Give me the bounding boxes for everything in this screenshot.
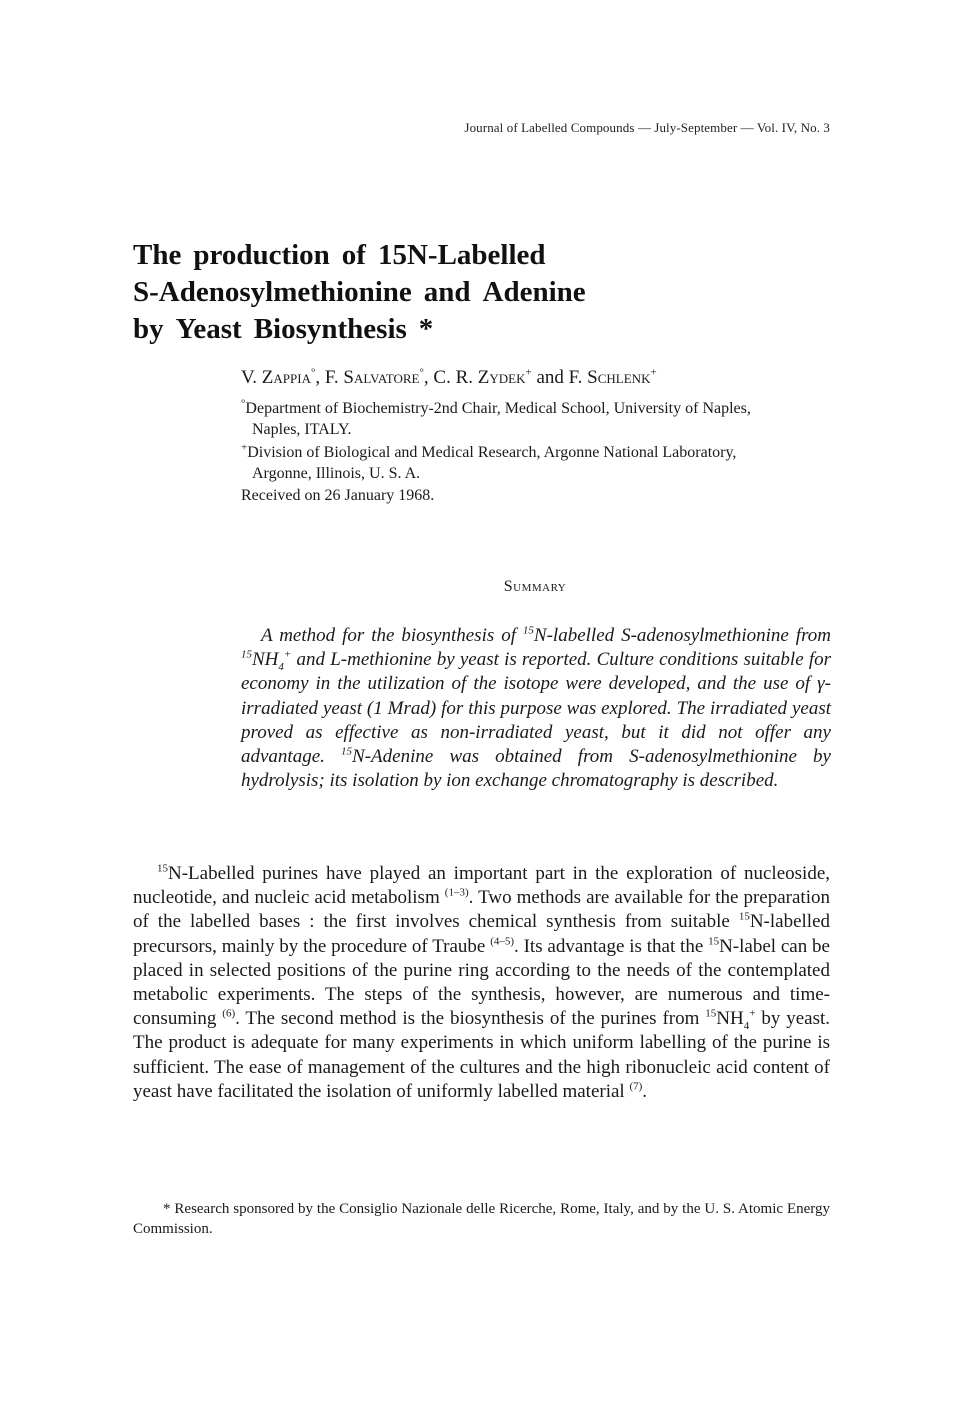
title-word: Adenine xyxy=(482,276,586,308)
isotope-superscript: 15 xyxy=(522,624,534,637)
title-word: 15N-Labelled xyxy=(377,239,546,271)
body-segment: N-Labelled purines have played an important part in the exploration of nucleoside, nucleotide, and nucleic acid metabolism xyxy=(133,863,830,909)
subscript: 4 xyxy=(278,661,284,673)
body-segment: . xyxy=(642,1080,648,1102)
body-segment: . The second method is the biosynthesis of the purines from xyxy=(235,1008,706,1030)
author-name: Zappia xyxy=(261,367,311,388)
title-line-1 xyxy=(133,237,773,274)
title-asterisk: * xyxy=(418,313,434,345)
body-segment: N-label can be placed in selected positions of the purine ring according to the needs of the contemplated metabolic experiments. The steps of the synthesis, however, are numerous and time-consuming xyxy=(133,935,830,1030)
author-initial: F. xyxy=(568,367,583,388)
title-line-3 xyxy=(133,311,773,348)
paper-title xyxy=(133,237,773,348)
abstract-segment: NH xyxy=(252,649,279,671)
author-initial: C. R. xyxy=(433,367,473,388)
isotope-superscript: 15 xyxy=(341,745,353,758)
title-word: S-Adenosylmethionine xyxy=(133,276,412,308)
author-conjunction: and xyxy=(536,367,564,388)
summary-heading: Summary xyxy=(503,578,567,595)
author-initial: V. xyxy=(241,367,258,388)
affiliation-mark: ° xyxy=(241,397,246,410)
affiliation-mark: + xyxy=(241,441,248,454)
charge-superscript: + xyxy=(283,648,292,661)
affiliation-line: Argonne, Illinois, U. S. A. xyxy=(252,465,421,482)
title-word: Biosynthesis xyxy=(253,313,407,345)
body-paragraph xyxy=(133,862,830,1104)
author-initial: F. xyxy=(324,367,339,388)
running-head: Journal of Labelled Compounds — July-September — Vol. IV, No. 3 xyxy=(464,120,830,135)
footnote: * Research sponsored by the Consiglio Nazionale delle Ricerche, Rome, Italy, and by the U. S. Atomic Energy Commission. xyxy=(133,1201,830,1237)
citation: (4–5) xyxy=(490,935,515,948)
body-segment: NH xyxy=(716,1008,744,1030)
title-word: production xyxy=(193,239,330,271)
abstract-segment: N-Adenine was obtained from S-adenosylmethionine by hydrolysis; its isolation by ion exchange chromatography is described. xyxy=(241,746,831,792)
abstract-segment: N-labelled S-adenosylmethionine from xyxy=(533,625,831,646)
citation: (1–3) xyxy=(444,886,469,899)
body-segment: . Two methods are available for the preparation of the labelled bases : the first involves chemical synthesis from suitable xyxy=(133,887,830,933)
affiliation-mark: + xyxy=(525,366,532,379)
abstract-text xyxy=(241,624,831,793)
affiliation-line: Department of Biochemistry-2nd Chair, Medical School, University of Naples, xyxy=(245,400,751,417)
title-word: Yeast xyxy=(175,313,242,345)
title-word: The xyxy=(133,239,182,271)
citation: (7) xyxy=(629,1080,643,1093)
affiliation-mark: ° xyxy=(419,366,424,379)
author-name: Salvatore xyxy=(343,367,420,388)
author-name: Schlenk xyxy=(587,367,651,388)
affiliation-line: Naples, ITALY. xyxy=(252,421,352,438)
affiliation-line: Division of Biological and Medical Research, Argonne National Laboratory, xyxy=(247,444,737,461)
title-word: of xyxy=(341,239,366,271)
isotope-superscript: 15 xyxy=(241,648,252,661)
received-date: Received on 26 January 1968. xyxy=(241,487,435,504)
affiliation-mark: + xyxy=(650,366,657,379)
author-name: Zydek xyxy=(477,367,526,388)
title-word: and xyxy=(423,276,471,308)
body-segment: . Its advantage is that the xyxy=(514,935,709,957)
isotope-superscript: 15 xyxy=(157,862,168,875)
abstract-segment: A method for the biosynthesis of xyxy=(261,625,523,646)
isotope-superscript: 15 xyxy=(708,935,720,948)
affiliation-argonne xyxy=(241,442,831,484)
isotope-superscript: 15 xyxy=(705,1007,717,1020)
citation: (6) xyxy=(222,1007,236,1020)
affiliation-naples xyxy=(241,398,831,440)
author-list: V. Zappia°, F. Salvatore°, C. R. Zydek+ and F. Schlenk+ xyxy=(241,366,657,388)
subscript: 4 xyxy=(743,1020,750,1033)
charge-superscript: + xyxy=(749,1007,756,1020)
title-line-2 xyxy=(133,274,773,311)
isotope-superscript: 15 xyxy=(738,911,750,924)
title-word: by xyxy=(133,313,164,345)
abstract-segment: and L-methionine by yeast is reported. Culture conditions suitable for economy in the utilization of the isotope were developed, and the use of γ-irradiated yeast (1 Mrad) for this purpose was explored. The irradiated yeast proved as effective as non-irradiated yeast, but it did not offer any advantage. xyxy=(241,649,831,768)
body-segment: by yeast. The product is adequate for many experiments in which uniform labelling of the purine is sufficient. The ease of management of the cultures and the high ribonucleic acid content of yeast have facilitated the isolation of uniformly labelled material xyxy=(133,1008,830,1102)
body-segment: N-labelled precursors, mainly by the procedure of Traube xyxy=(133,911,830,957)
affiliation-mark: ° xyxy=(310,366,316,379)
